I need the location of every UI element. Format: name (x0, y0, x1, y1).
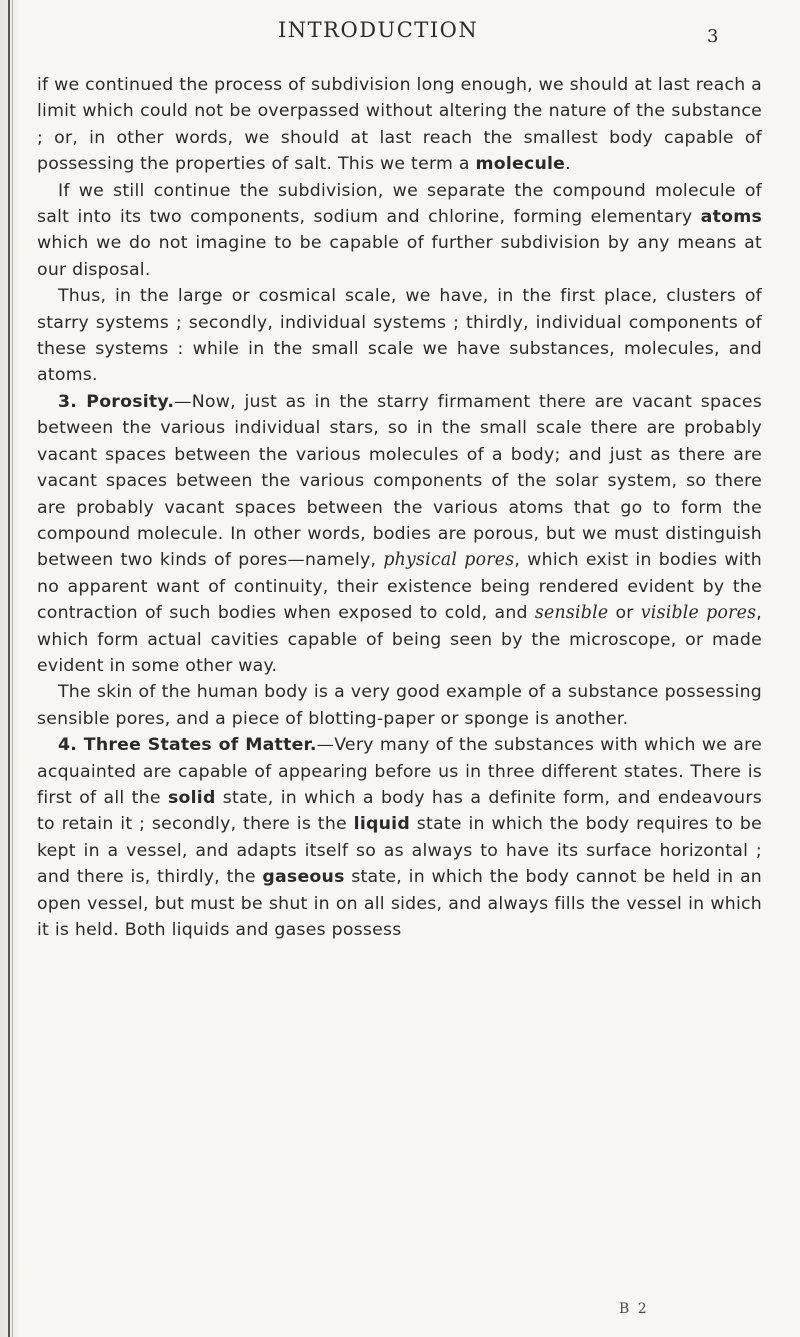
paragraph-porosity: 3. Porosity.—Now, just as in the starry firmament there are vacant spaces between the various individual stars, so in the small scale there are probably vacant spaces between the various molecules of a body; and just as there are vacant spaces between the various components of the solar system, so there are probably vacant spaces between the various atoms that go to form the compound molecule. In other words, bodies are porous, but we must distinguish between two kinds of pores—namely, physical pores, which exist in bodies with no apparent want of continuity, their existence being rendered evident by the contraction of such bodies when exposed to cold, and sensible or visible pores, which form actual cavities capable of being seen by the microscope, or made evident in some other way. (37, 391, 762, 676)
paragraph-states-of-matter: 4. Three States of Matter.—Very many of the substances with which we are acquainted are capable of appearing before us in three different states. There is first of all the solid state, in which a body has a definite form, and endeavours to retain it ; secondly, there is the liquid state in which the body requires to be kept in a vessel, and adapts itself so as always to have its surface horizontal ; and there is, thirdly, the gaseous state, in which the body cannot be held in an open vessel, but must be shut in on all sides, and always fills the vessel in which it is held. Both liquids and gases possess (37, 735, 762, 940)
signature-mark: B 2 (619, 1301, 649, 1317)
term-gaseous: gaseous (262, 867, 345, 888)
paragraph-atoms: If we still continue the subdivision, we separate the compound molecule of salt into its two components, sodium and chlorine, forming elementary atoms which we do not imagine to be capable of further subdivision by any means at our disposal. (37, 180, 762, 280)
term-liquid: liquid (353, 814, 410, 835)
page-gutter (0, 0, 22, 1337)
running-head (0, 18, 800, 58)
paragraph-scales: Thus, in the large or cosmical scale, we have, in the first place, clusters of starry systems ; secondly, individual systems ; thirdly, individual components of these systems : while in the small scale we have substances, molecules, and atoms. (37, 286, 762, 386)
paragraph-skin-example: The skin of the human body is a very good example of a substance possessing sensible pores, and a piece of blotting-paper or sponge is another. (37, 682, 762, 729)
term-physical-pores: physical pores (383, 550, 515, 571)
page-number: 3 (707, 26, 719, 47)
binding-edge-shadow (12, 0, 13, 1337)
section-heading-states: 4. Three States of Matter. (58, 735, 317, 756)
running-head-title: INTRODUCTION (278, 18, 479, 42)
body-text (37, 72, 762, 943)
paragraph-molecule: if we continued the process of subdivision long enough, we should at last reach a limit which could not be overpassed without altering the nature of the substance ; or, in other words, we should at last reach the smallest body capable of possessing the properties of salt. This we term a molecule. (37, 75, 762, 175)
term-atoms: atoms (700, 207, 762, 228)
term-sensible: sensible (534, 603, 609, 624)
term-visible-pores: visible pores (640, 603, 757, 624)
section-heading-porosity: 3. Porosity. (58, 391, 175, 412)
term-molecule: molecule (475, 154, 566, 175)
binding-edge-line (8, 0, 10, 1337)
term-solid: solid (167, 787, 216, 808)
